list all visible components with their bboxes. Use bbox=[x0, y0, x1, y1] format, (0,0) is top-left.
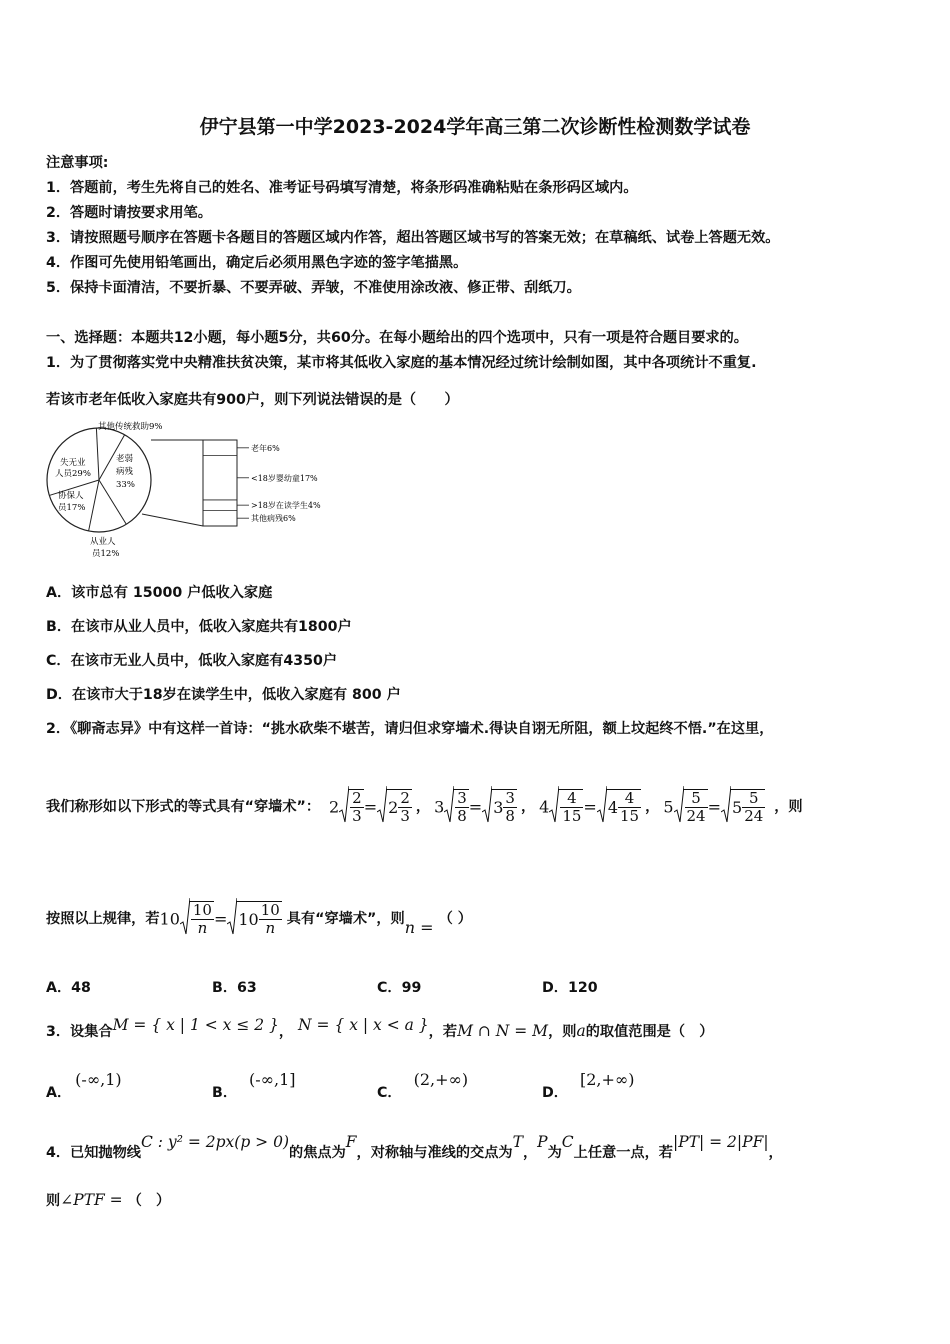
frac-den: 8 bbox=[457, 807, 467, 825]
pie-label-elderly-2: 病残 bbox=[116, 467, 134, 477]
breakdown-label-0: 老年6% bbox=[251, 443, 280, 453]
pie-label-employed-pct: 员12% bbox=[92, 549, 120, 559]
coefficient: 3 bbox=[434, 797, 445, 817]
frac-num: 4 bbox=[560, 790, 583, 808]
q4-text-end: （ ） bbox=[127, 1193, 171, 1209]
breakdown-label-3: 其他病残6% bbox=[251, 514, 296, 524]
breakdown-bar bbox=[203, 440, 237, 526]
pie-label-elderly: 老弱 bbox=[116, 454, 134, 464]
coefficient: 5 bbox=[663, 797, 674, 817]
radicand bbox=[189, 901, 214, 937]
option-b: B．在该市从业人员中，低收入家庭共有1800户 bbox=[46, 619, 352, 635]
option-label: A． bbox=[46, 1085, 72, 1101]
frac-num: 5 bbox=[685, 790, 708, 808]
option-value: (-∞,1) bbox=[75, 1070, 122, 1089]
frac-den: 15 bbox=[562, 807, 582, 825]
radicand bbox=[453, 789, 469, 825]
q3-text: 3．设集合 bbox=[46, 1024, 113, 1040]
var-a: a bbox=[576, 1022, 586, 1040]
option-value: (-∞,1] bbox=[249, 1070, 296, 1089]
q2-formulas bbox=[325, 789, 769, 825]
breakdown-label-1: <18岁婴幼童17% bbox=[251, 473, 318, 483]
question-2-formula-line bbox=[46, 786, 803, 828]
notice-item: 2．答题时请按要求用笔。 bbox=[46, 205, 212, 221]
frac-num: 5 bbox=[742, 790, 765, 808]
curve-eq: C : y² = 2px(p > 0) bbox=[141, 1133, 289, 1151]
condition: M ∩ N = M bbox=[457, 1022, 549, 1040]
notice-heading: 注意事项: bbox=[46, 155, 109, 171]
q3-text-end: 的取值范围是（ ） bbox=[585, 1024, 714, 1040]
option-c: C．在该市无业人员中，低收入家庭有4350户 bbox=[46, 653, 338, 669]
radicand bbox=[386, 789, 412, 825]
eq-sign: = bbox=[213, 909, 228, 929]
option-a: A．48 bbox=[46, 980, 91, 996]
breakdown-group bbox=[203, 443, 321, 523]
coefficient: 2 bbox=[328, 797, 340, 817]
q2-rule-text: 按照以上规律，若 bbox=[46, 911, 160, 927]
q2-rule-k: 10 bbox=[159, 909, 180, 929]
question-3-stem bbox=[46, 1016, 713, 1041]
option-a: A．该市总有 15000 户低收入家庭 bbox=[46, 585, 273, 601]
eq-sign: = bbox=[707, 797, 721, 817]
frac-num: 3 bbox=[457, 789, 467, 807]
option-c bbox=[377, 1070, 468, 1102]
pie-label-unemployed-pct: 人员29% bbox=[55, 469, 91, 479]
q2-rule-mid: 具有“穿墙术”，则 bbox=[286, 911, 405, 927]
eq-sign: = bbox=[415, 918, 439, 937]
frac-num: 4 bbox=[618, 790, 641, 808]
q4-text: 上任意一点，若 bbox=[573, 1145, 673, 1161]
pie-slice-3 bbox=[89, 480, 99, 531]
q4-text: ， bbox=[768, 1145, 783, 1161]
question-1-stem: 1．为了贯彻落实党中央精准扶贫决策，某市将其低收入家庭的基本情况经过统计绘制如图，其中各项统计不重复. bbox=[46, 355, 757, 371]
q4-text: 4．已知抛物线 bbox=[46, 1145, 141, 1161]
notice-item: 5．保持卡面清洁，不要折暴、不要弄破、弄皱，不准使用涂改液、修正带、刮纸刀。 bbox=[46, 280, 581, 296]
pie-label-insured: 协保人 bbox=[58, 491, 84, 501]
pie-label-insured-pct: 员17% bbox=[58, 503, 86, 513]
option-label: C． bbox=[377, 1085, 402, 1101]
separator: ， bbox=[520, 799, 536, 815]
option-value: [2,+∞) bbox=[579, 1070, 635, 1089]
frac-den: 24 bbox=[744, 807, 764, 825]
q4-text: ， bbox=[522, 1145, 538, 1161]
radicand bbox=[730, 789, 765, 825]
option-d: D．在该市大于18岁在读学生中，低收入家庭有 800 户 bbox=[46, 687, 401, 703]
var-t: T bbox=[512, 1133, 523, 1151]
q4-text: ，对称轴与准线的交点为 bbox=[356, 1145, 513, 1161]
option-d bbox=[542, 1070, 634, 1102]
radicand bbox=[236, 901, 281, 937]
q2-rule-end: （ ） bbox=[438, 911, 472, 927]
notice-item: 4．作图可先使用铅笔画出，确定后必须用黑色字迹的签字笔描黑。 bbox=[46, 255, 468, 271]
rad-k: 2 bbox=[388, 798, 399, 817]
question-2-rule-line bbox=[46, 898, 472, 940]
frac-num: 10 bbox=[260, 901, 280, 919]
frac-num: 3 bbox=[505, 789, 515, 807]
q4-text: 为 bbox=[547, 1145, 562, 1161]
q3-text-mid: ，若 bbox=[428, 1024, 458, 1040]
q4-text: 的焦点为 bbox=[289, 1145, 346, 1161]
q3-comma: ， bbox=[278, 1024, 294, 1040]
q4-text: 则 bbox=[46, 1193, 61, 1209]
q2-text-end: ，则 bbox=[774, 799, 803, 815]
passing-wall-equation bbox=[539, 789, 641, 825]
notice-item: 3．请按照题号顺序在答题卡各题目的答题区域内作答，超出答题区域书写的答案无效；在草稿纸、试卷上答题无效。 bbox=[46, 230, 780, 246]
frac-den: 3 bbox=[352, 807, 362, 825]
condition: |PT| = 2|PF| bbox=[673, 1133, 769, 1151]
pie-label-unemployed: 失无业 bbox=[60, 458, 86, 468]
question-4-stem bbox=[46, 1133, 783, 1162]
option-a bbox=[46, 1070, 122, 1102]
passing-wall-equation bbox=[328, 789, 412, 825]
radicand bbox=[491, 789, 517, 825]
section-heading: 一、选择题：本题共12小题，每小题5分，共60分。在每小题给出的四个选项中，只有一项是符合题目要求的。 bbox=[46, 330, 748, 346]
set-n: N = { x | x < a } bbox=[298, 1016, 429, 1034]
radicand bbox=[683, 789, 708, 825]
option-c: C．99 bbox=[377, 980, 422, 996]
option-label: B． bbox=[212, 1085, 238, 1101]
eq-sign: = bbox=[468, 797, 483, 817]
notice-item: 1．答题前，考生先将自己的姓名、准考证号码填写清楚，将条形码准确粘贴在条形码区域内。 bbox=[46, 180, 638, 196]
pie-chart bbox=[46, 418, 346, 564]
var-n: n bbox=[404, 918, 416, 937]
rad-k: 3 bbox=[493, 798, 504, 817]
breakdown-label-2: >18岁在读学生4% bbox=[251, 501, 321, 511]
radicand bbox=[348, 789, 364, 825]
pie-slice-0 bbox=[96, 428, 99, 480]
connector-line bbox=[142, 514, 203, 526]
var-p: P bbox=[537, 1133, 548, 1151]
q2-text: 我们称形如以下形式的等式具有“穿墙术”： bbox=[46, 799, 321, 815]
rad-k: 4 bbox=[607, 798, 619, 817]
frac-num: 2 bbox=[352, 789, 362, 807]
angle-expr: ∠PTF = bbox=[60, 1191, 128, 1209]
eq-sign: = bbox=[363, 797, 378, 817]
question-2-stem: 2．《聊斋志异》中有这样一首诗：“挑水砍柴不堪苦，请归但求穿墙术.得诀自诩无所阻，额上坟起终不悟.”在这里， bbox=[46, 721, 774, 737]
eq-sign: = bbox=[583, 797, 597, 817]
question-1-stem-2: 若该市老年低收入家庭共有900户，则下列说法错误的是（ ） bbox=[46, 392, 459, 408]
radicand bbox=[558, 789, 583, 825]
pie-label-employed: 从业人 bbox=[90, 537, 116, 547]
frac-den: 15 bbox=[620, 807, 640, 825]
separator: ， bbox=[415, 799, 431, 815]
frac-den: 24 bbox=[686, 807, 706, 825]
set-m: M = { x | 1 < x ≤ 2 } bbox=[112, 1016, 279, 1034]
frac-num: 10 bbox=[192, 901, 212, 919]
q3-text-mid2: ，则 bbox=[548, 1024, 577, 1040]
passing-wall-equation bbox=[663, 789, 765, 825]
pie-label-elderly-pct: 33% bbox=[116, 480, 135, 490]
pie-label-other: 其他传统救助9% bbox=[98, 422, 163, 432]
frac-den: 8 bbox=[505, 807, 515, 825]
question-4-stem-2 bbox=[46, 1190, 170, 1210]
option-value: (2,+∞) bbox=[413, 1070, 469, 1089]
radicand bbox=[606, 789, 641, 825]
coefficient: 4 bbox=[539, 797, 550, 817]
page-title: 伊宁县第一中学2023-2024学年高三第二次诊断性检测数学试卷 bbox=[199, 116, 751, 138]
frac-den: 3 bbox=[400, 807, 410, 825]
separator: ， bbox=[645, 799, 660, 815]
frac-num: 2 bbox=[400, 789, 410, 807]
rad-k: 5 bbox=[732, 798, 743, 817]
var-f: F bbox=[345, 1133, 357, 1151]
frac-den: n bbox=[197, 919, 208, 937]
var-c: C bbox=[561, 1133, 574, 1151]
option-b bbox=[212, 1070, 296, 1102]
option-label: D． bbox=[542, 1085, 568, 1101]
frac-den: n bbox=[265, 919, 276, 937]
option-d: D．120 bbox=[542, 980, 598, 996]
passing-wall-equation bbox=[434, 789, 517, 825]
option-b: B．63 bbox=[212, 980, 257, 996]
rad-k: 10 bbox=[238, 910, 259, 929]
